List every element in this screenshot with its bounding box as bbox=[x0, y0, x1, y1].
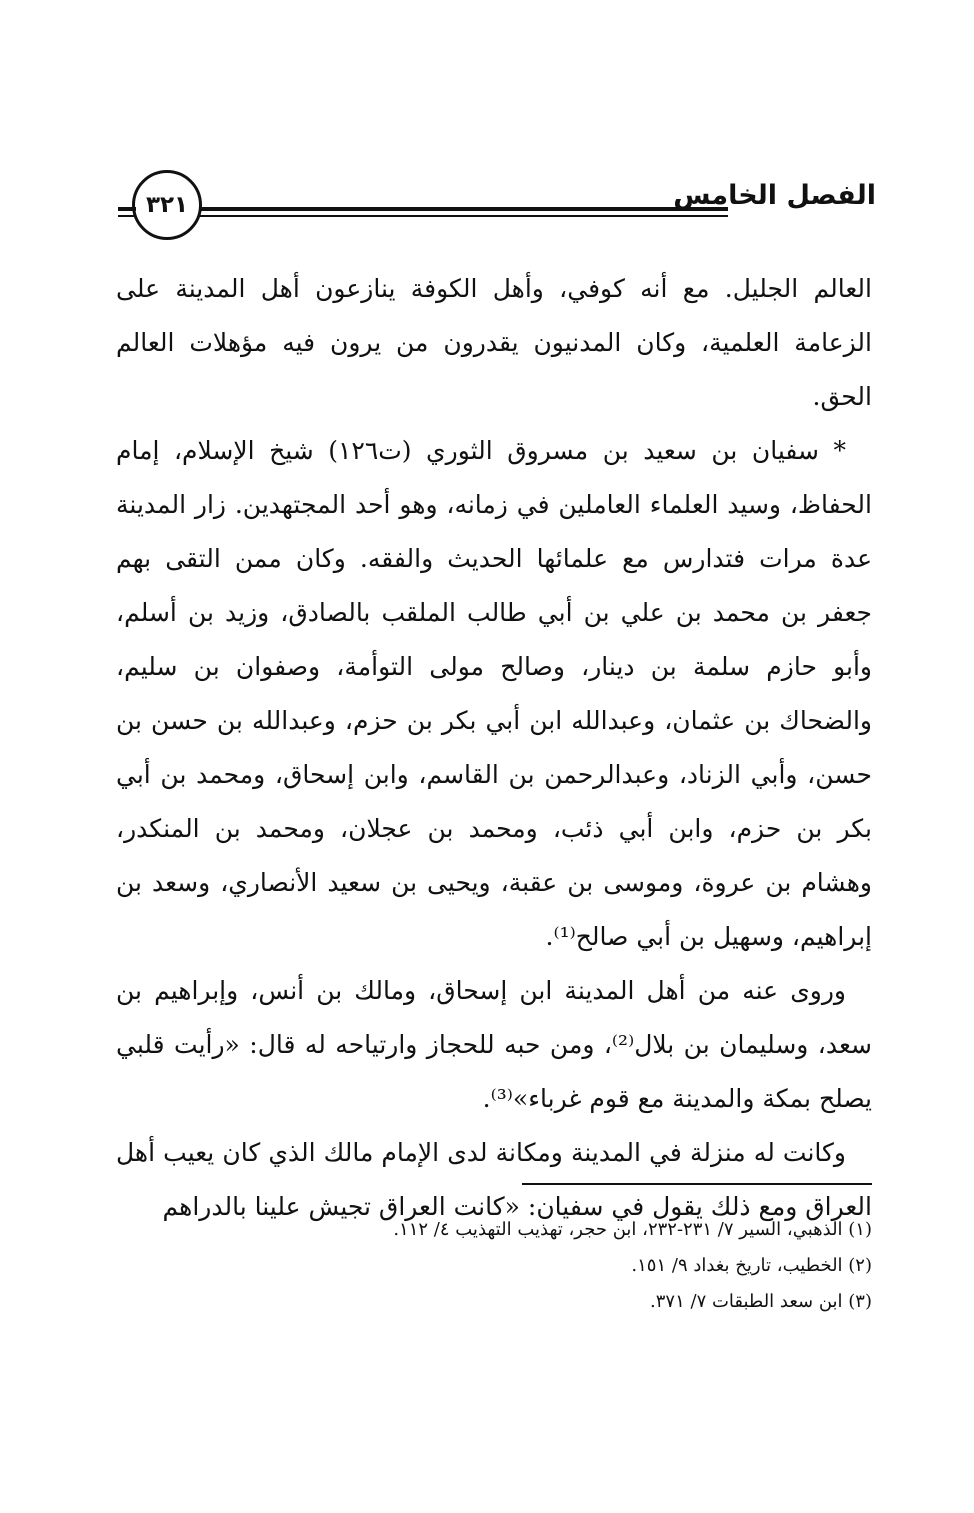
paragraph-3: وروى عنه من أهل المدينة ابن إسحاق، ومالك بن أنس، وإبراهيم بن سعد، وسليمان بن بلال⁽²⁾، ومن حبه للحجاز وارتياحه له قال: «رأيت قلبي يصلح بمكة والمدينة مع قوم غرباء»⁽³⁾. bbox=[116, 976, 872, 1113]
header-rule-left-thin bbox=[118, 215, 136, 217]
paragraph-4: وكانت له منزلة في المدينة ومكانة لدى الإمام مالك الذي كان يعيب أهل العراق ومع ذلك يقول في سفيان: «كانت العراق تجيش علينا بالدراهم bbox=[116, 1138, 872, 1221]
main-text bbox=[116, 262, 872, 1234]
footnote-1: (١) الذهبي، السير ٧/ ٢٣١-٢٣٢، ابن حجر، تهذيب التهذيب ٤/ ١١٢. bbox=[393, 1219, 872, 1240]
footnote-separator bbox=[522, 1183, 872, 1185]
footnote-3: (٣) ابن سعد الطبقات ٧/ ٣٧١. bbox=[650, 1291, 872, 1312]
page-number: ٣٢١ bbox=[132, 170, 202, 240]
header-rule-left-thick bbox=[118, 207, 136, 211]
footnotes bbox=[116, 1212, 872, 1320]
page-header bbox=[118, 170, 876, 262]
header-rule-thick bbox=[200, 207, 728, 211]
footnote-2: (٢) الخطيب، تاريخ بغداد ٩/ ١٥١. bbox=[631, 1255, 872, 1276]
paragraph-2: * سفيان بن سعيد بن مسروق الثوري (ت١٢٦) شيخ الإسلام، إمام الحفاظ، وسيد العلماء العاملين في زمانه، وهو أحد المجتهدين. زار المدينة عدة مرات فتدارس مع علمائها الحديث والفقه. وكان ممن التقى بهم جعفر بن محمد بن علي بن أبي طالب الملقب بالصادق، وزيد بن أسلم، وأبو حازم سلمة بن دينار، وصالح مولى التوأمة، وصفوان بن سليم، والضحاك بن عثمان، وعبدالله ابن أبي بكر بن حزم، وعبدالله بن حسن بن حسن، وأبي الزناد، وعبدالرحمن بن القاسم، وابن إسحاق، ومحمد بن أبي بكر بن حزم، وابن أبي ذئب، ومحمد بن عجلان، ومحمد بن المنكدر، وهشام بن عروة، وموسى بن عقبة، ويحيى بن سعيد الأنصاري، وسعد بن إبراهيم، وسهيل بن أبي صالح⁽¹⁾. bbox=[116, 436, 872, 951]
paragraph-1: العالم الجليل. مع أنه كوفي، وأهل الكوفة ينازعون أهل المدينة على الزعامة العلمية، وكان المدنيون يقدرون من يرون فيه مؤهلات العالم الحق. bbox=[116, 274, 872, 411]
chapter-title: الفصل الخامس bbox=[673, 180, 876, 211]
header-rule-thin bbox=[200, 215, 728, 217]
